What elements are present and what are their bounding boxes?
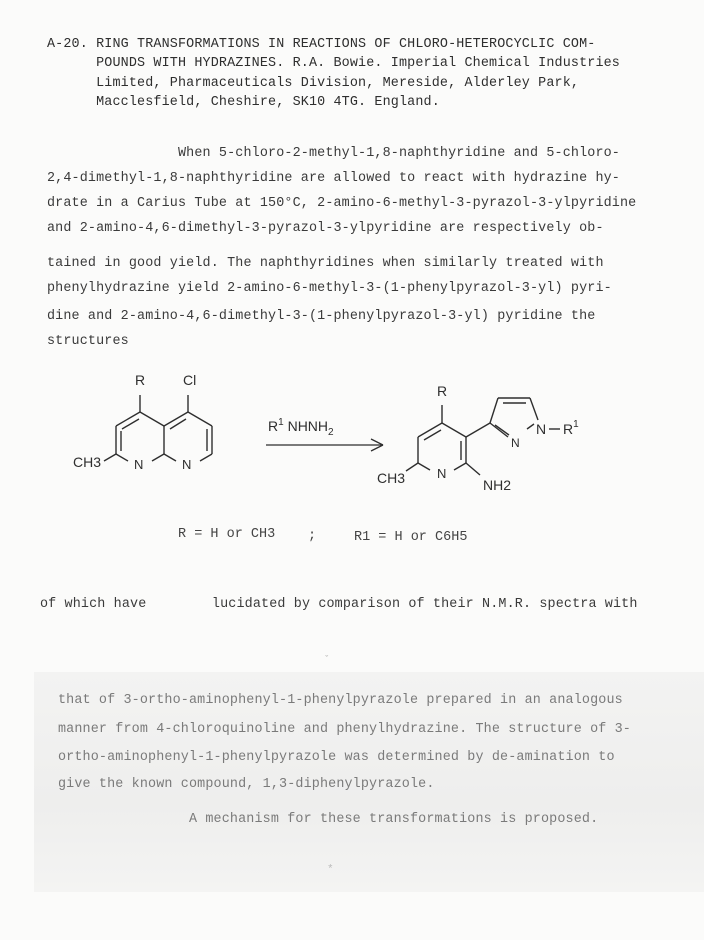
faded-line-5: A mechanism for these transformations is proposed. — [58, 812, 599, 827]
reagent-sup: 1 — [278, 417, 284, 428]
reagent-sub: 2 — [328, 427, 334, 438]
reagent-r: R — [268, 418, 279, 434]
title-line-1: A-20. RING TRANSFORMATIONS IN REACTIONS OF CHLORO-HETEROCYCLIC COM- — [47, 37, 596, 52]
reactant-r-label: R — [135, 372, 146, 388]
product-nh2-label: NH2 — [483, 477, 512, 493]
reactant-ch3-label: CH3 — [73, 454, 102, 470]
reaction-arrow — [266, 439, 383, 451]
reactant-cl-label: Cl — [183, 372, 197, 388]
faded-line-1: that of 3-ortho-aminophenyl-1-phenylpyrazole prepared in an analogous — [58, 693, 623, 708]
body-line-8: structures — [47, 334, 129, 349]
continuation-line: of which have lucidated by comparison of their N.M.R. spectra with — [40, 597, 638, 612]
product-r1-sup: 1 — [573, 419, 579, 430]
footer-mark: * — [327, 864, 334, 876]
product-r1-label — [563, 419, 579, 437]
faded-line-3: ortho-aminophenyl-1-phenylpyrazole was determined by de-amination to — [58, 750, 615, 765]
reagent-rest: NHNH — [283, 418, 329, 434]
product-n-r1-label: N — [536, 421, 547, 437]
reagent-label — [268, 417, 334, 438]
faded-line-2: manner from 4-chloroquinoline and phenylhydrazine. The structure of 3- — [58, 722, 631, 737]
r1-definition: R1 = H or C6H5 — [354, 530, 468, 545]
reactant-n1-label: N — [134, 457, 144, 472]
product-n-pyrazole-label: N — [511, 436, 520, 450]
body-line-2: 2,4-dimethyl-1,8-naphthyridine are allowed to react with hydrazine hy- — [47, 171, 620, 186]
body-line-5: tained in good yield. The naphthyridines when similarly treated with — [47, 256, 604, 271]
title-line-2: POUNDS WITH HYDRAZINES. R.A. Bowie. Imperial Chemical Industries — [47, 56, 620, 71]
title-line-4: Macclesfield, Cheshire, SK10 4TG. England. — [47, 95, 440, 110]
title-line-3: Limited, Pharmaceuticals Division, Mereside, Alderley Park, — [47, 76, 580, 91]
body-line-1: When 5-chloro-2-methyl-1,8-naphthyridine and 5-chloro- — [47, 146, 620, 161]
product-r-label: R — [437, 383, 448, 399]
faded-line-4: give the known compound, 1,3-diphenylpyrazole. — [58, 777, 435, 792]
body-line-4: and 2-amino-4,6-dimethyl-3-pyrazol-3-ylpyridine are respectively ob- — [47, 221, 604, 236]
naphthyridine-structure — [104, 395, 212, 461]
definition-separator: ; — [308, 529, 317, 544]
body-line-6: phenylhydrazine yield 2-amino-6-methyl-3-(1-phenylpyrazol-3-yl) pyri- — [47, 281, 612, 296]
body-line-7: dine and 2-amino-4,6-dimethyl-3-(1-phenylpyrazol-3-yl) pyridine the — [47, 309, 596, 324]
product-ch3-label: CH3 — [377, 470, 406, 486]
reaction-scheme — [0, 365, 704, 565]
product-r1-r: R — [563, 421, 574, 437]
body-line-3: drate in a Carius Tube at 150°C, 2-amino-6-methyl-3-pyrazol-3-ylpyridine — [47, 196, 637, 211]
product-n-py-label: N — [437, 466, 447, 481]
stray-mark: ˇ — [324, 655, 330, 665]
reactant-n2-label: N — [182, 457, 192, 472]
r-definition: R = H or CH3 — [178, 527, 276, 542]
